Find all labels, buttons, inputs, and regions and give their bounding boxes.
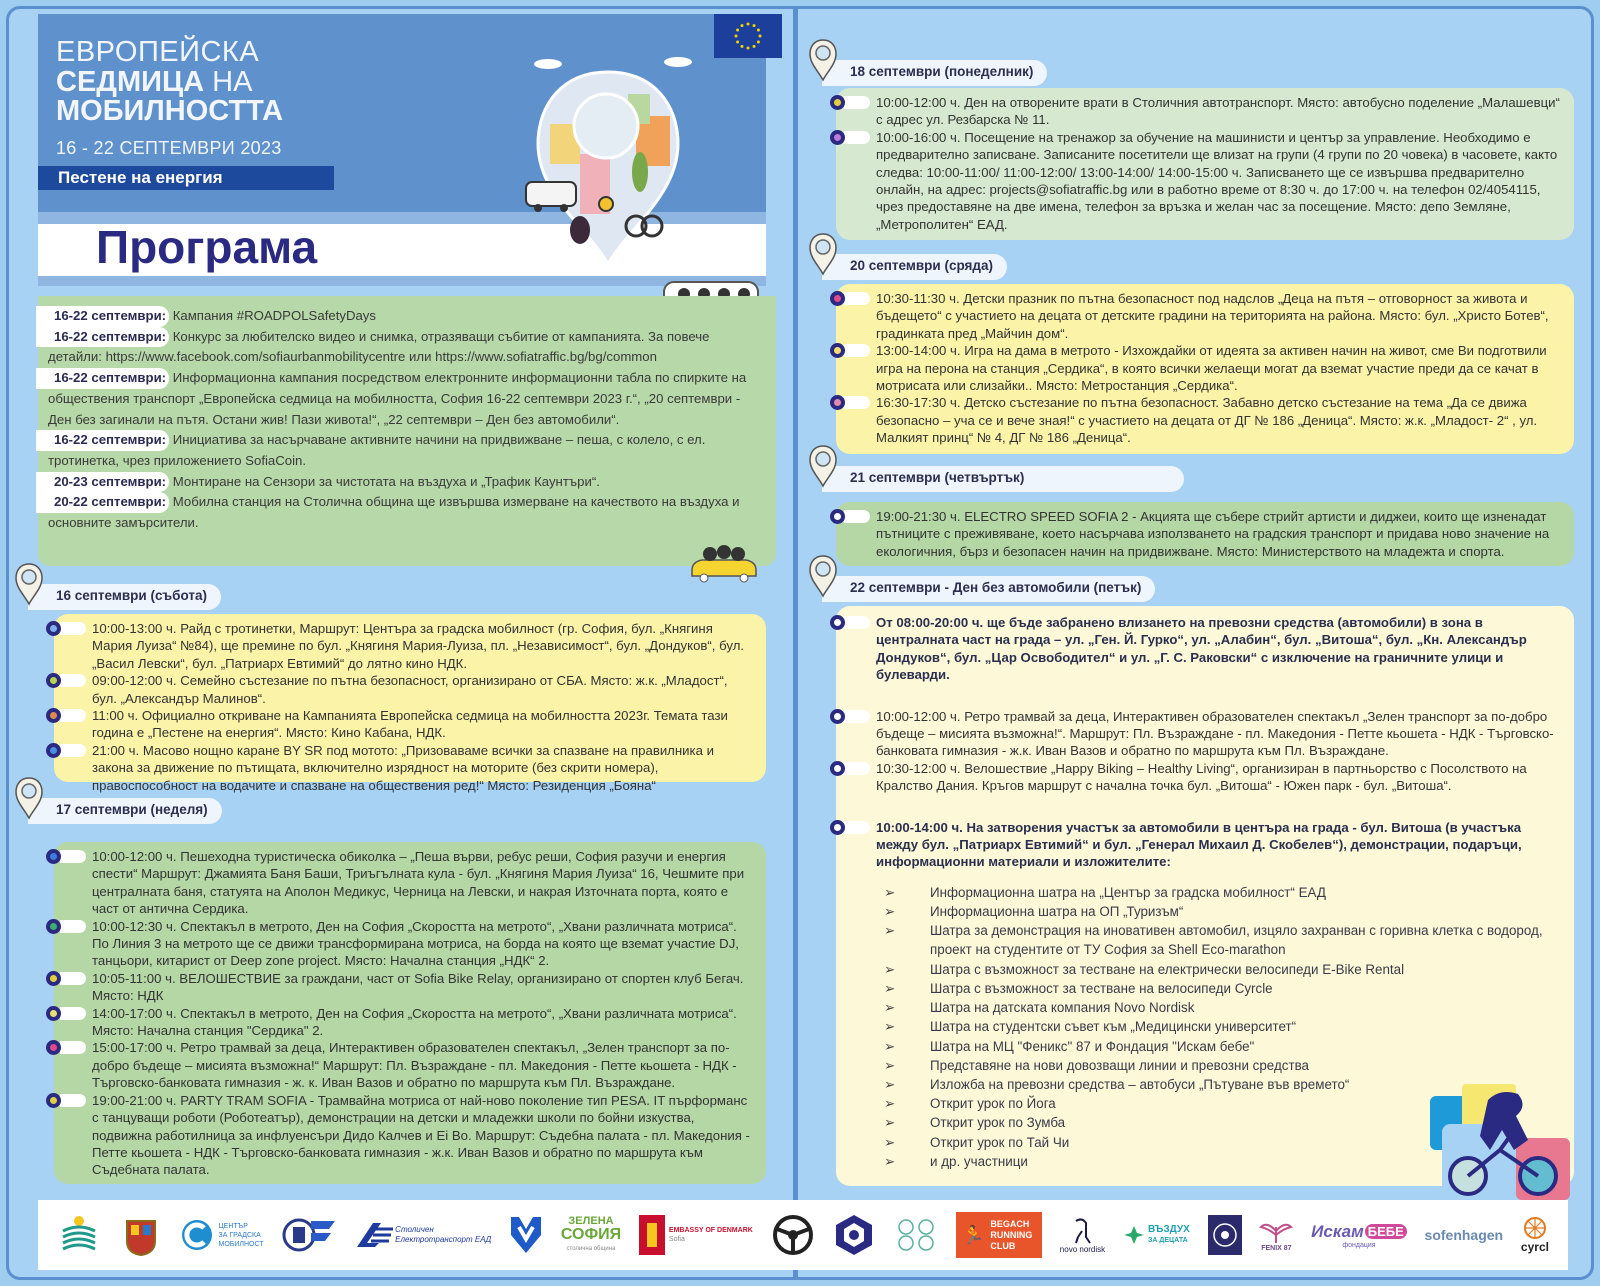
arrow-bullet-icon: ➢ (884, 1000, 896, 1016)
event-text: 10:00-12:00 ч. Ден на отворените врати в Столичния автотранспорт. Място: автобусно поделение „Малашевци“ с адрес ул. Резбарска № 11. (876, 95, 1560, 128)
logo-text: Искам (1311, 1221, 1364, 1241)
exhibitor-item (884, 998, 1564, 1017)
map-pin-icon (808, 554, 838, 598)
events-box-20 (836, 284, 1574, 454)
arrow-bullet-icon: ➢ (884, 1057, 896, 1073)
day-header-label: 17 септември (неделя) (28, 798, 222, 824)
event-item (860, 129, 1564, 233)
arrow-bullet-icon: ➢ (884, 1134, 896, 1150)
bullet-icon (46, 621, 61, 636)
event-text: 10:30-11:30 ч. Детски празник по пътна безопасност под надслов „Деца на пътя – отговорност за живота и бъдещето“ с участието на децата от детските градини на територията на района. Място: бул. „Христо Ботев“, градинката пред „Майчин дом“. (876, 291, 1549, 341)
header-banner (38, 14, 766, 286)
exhibitor-text: Шатра на студентски съвет към „Медицински университет“ (930, 1019, 1297, 1035)
bullet-icon (46, 1040, 61, 1055)
events-box-18 (836, 88, 1574, 240)
exhibitor-text: Открит урок по Тай Чи (930, 1134, 1070, 1150)
events-box-16 (54, 614, 766, 793)
exhibitor-text: Представяне на нови довозващи линии и превозни средства (930, 1057, 1310, 1073)
exhibitor-text: Информационна шатра на „Център за градска мобилност“ ЕАД (930, 884, 1326, 900)
fenix-87-logo (1259, 1210, 1293, 1260)
event-item (76, 918, 756, 970)
map-pin-icon (14, 776, 44, 820)
event-text: Монтиране на Сензори за чистотата на въздуха и „Трафик Каунтъри“. (169, 473, 600, 489)
green-sofia-logo (561, 1210, 621, 1260)
day-header-label: 22 септември - Ден без автомобили (петък) (822, 576, 1155, 602)
exhibitor-item (884, 902, 1564, 921)
event-text: 10:00-16:00 ч. Посещение на тренажор за обучение на машинисти и център за управление. Необходимо е предварително записване. Записаните посетители ще влизат на групи (4 групи по 20 човека) в часовете, както следва: 10:00-11:00/ 11:00-12:00/ 13:00-14:00/ 14:00-15:00 ч. Записването ще се извършва предварително онлайн, на адрес: projects@sofiatraffic.bg или в работно време от 8:30 ч. до 17:00 ч. на телефон 02/4054115, чрез предоставяне на две имена, телефон за връзка и желан час за посещение. Място: депо Земляне, „Метрополитен“ ЕАД. (876, 129, 1558, 232)
bullet-icon (830, 709, 845, 724)
event-item (76, 672, 756, 707)
exhibitor-text: Открит урок по Зумба (930, 1115, 1066, 1131)
map-pin-icon (14, 562, 44, 606)
urban-mobility-center-logo (180, 1210, 263, 1260)
exhibitor-text: Шатра с възможност за тестване на електрически велосипеди E-Bike Rental (930, 961, 1405, 977)
ministry-logo (57, 1210, 101, 1260)
iskam-bebe-logo (1311, 1210, 1407, 1260)
bullet-icon (830, 820, 845, 835)
logo-text: ЗА ДЕЦАТА (1147, 1237, 1188, 1244)
day-header-label: 20 септември (сряда) (822, 254, 1007, 280)
exhibitor-item (884, 1017, 1564, 1036)
arrow-bullet-icon: ➢ (884, 1096, 896, 1112)
event-theme: Пестене на енергия (38, 166, 334, 190)
event-title (56, 38, 283, 127)
map-pin-icon (808, 38, 838, 82)
circles-logo (894, 1210, 938, 1260)
exhibitor-item (884, 979, 1564, 998)
title-line-2 (56, 65, 283, 98)
sofenhagen-logo (1425, 1210, 1504, 1260)
event-text: 10:00-12:30 ч. Спектакъл в метрото, Ден на София „Скоростта на метрото“, „Хвани различната мотриса“. По Линия 3 на метрото ще се движи трансформирана мотриса, на борда на която ще вземат участие DJ, танцьори, китарист от Deep zone project. Място: Начална станция „НДК“ 2. (92, 918, 739, 969)
arrow-bullet-icon: ➢ (884, 1115, 896, 1131)
bus-icon (526, 182, 576, 206)
logo-text: БЕБЕ (1365, 1224, 1407, 1239)
exhibitor-text: Информационна шатра на ОП „Туризъм“ (930, 904, 1184, 920)
day-header-21 (808, 466, 1138, 492)
event-item (860, 508, 1564, 560)
day-header-label: 18 септември (понеделник) (822, 60, 1047, 86)
steering-wheel-logo (771, 1210, 815, 1260)
walker-icon (570, 216, 590, 244)
arrow-bullet-icon: ➢ (884, 904, 896, 920)
bullet-icon (830, 761, 845, 776)
arrow-bullet-icon: ➢ (884, 1038, 896, 1054)
event-item (76, 848, 756, 918)
program-title: Програма (96, 221, 318, 273)
arrow-bullet-icon: ➢ (884, 884, 896, 900)
date-label: 16-22 септември: (36, 368, 169, 389)
metro-logo (509, 1210, 543, 1260)
electrotransport-logo (353, 1210, 491, 1260)
novo-nordisk-logo (1060, 1210, 1105, 1260)
logo-text: фондация (1342, 1241, 1376, 1249)
sofia-coat-of-arms-logo (119, 1210, 163, 1260)
exhibitor-text: Шатра с възможност за тестване на велосипеди Cyrcle (930, 980, 1273, 996)
date-label: 20-22 септември: (36, 492, 169, 513)
general-event (48, 368, 762, 430)
date-label: 16-22 септември: (36, 327, 169, 348)
event-text: 10:00-13:00 ч. Райд с тротинетки, Маршрут: Центъра за градска мобилност (гр. София, бул. „Княгиня Мария Луиза“ №84), ще премине по бул. „Княгиня Мария-Луиза, пл. „Независимост“, бул. „Дондуков“, бул. „Васил Левски“, бул. „Патриарх Евтимий“ до лятно кино НДК. (92, 621, 745, 671)
partner-logos (38, 1200, 1568, 1270)
logo-text: novo nordisk (1059, 1244, 1106, 1254)
general-event (48, 306, 762, 327)
event-text: 10:30-12:00 ч. Велошествие „Happy Biking – Healthy Living“, организиран в партньорство с Посолството на Кралство Дания. Кръгов маршрут с начална точка бул. „Витоша“ - Южен парк - бул. „Витоша“. (876, 760, 1527, 794)
scooter-rider-icon (599, 197, 613, 211)
exhibitor-text: Открит урок по Йога (930, 1096, 1056, 1112)
embassy-denmark-logo (639, 1210, 753, 1260)
bullet-icon (46, 673, 61, 688)
logo-text: EMBASSY OF DENMARK (668, 1227, 753, 1234)
logo-text: BEGACH (990, 1218, 1030, 1229)
logo-text: sofenhagen (1424, 1227, 1504, 1243)
bullet-icon (46, 919, 61, 934)
bullet-icon (46, 708, 61, 723)
arrow-bullet-icon: ➢ (884, 1019, 896, 1035)
event-text: 16:30-17:30 ч. Детско състезание по пътна безопасност. Забавно детско състезание на тема „Да се движа безопасно – уча се и вече зная!“ с участието на децата от ДГ № 186 „Деница“. Място: ж.к. „Младост- 2“ , ул. Малкият принц“ № 4, ДГ № 186 „Деница“. (876, 395, 1538, 446)
event-text: 15:00-17:00 ч. Ретро трамвай за деца, Интерактивен образователен спектакъл, „Зелен транспорт за по-добро бъдеще – мисията възможна!“ Маршрут: Пл. Възраждане - пл. Македония - Петте кьошета - НДК - Търговско-банковата гимназия - ж. к. Иван Вазов и обратно по маршрута към Пл. Възраждане. (92, 1040, 737, 1091)
events-box-21 (836, 502, 1574, 566)
hexagon-logo (832, 1210, 876, 1260)
event-item (76, 707, 756, 742)
event-text: Информационна кампания посредством електронните информационни табла по спирките на обществения транспорт „Европейска седмица на мобилността, София 16-22 септември 2023 г.“, „20 септември - Ден без загинали на пътя. Остани жив! Пази живота!“, „22 септември – Ден без автомобили“. (48, 370, 747, 427)
exhibitor-item (884, 1056, 1564, 1075)
logo-text: Sofia (668, 1236, 685, 1243)
logo-text: Електротранспорт ЕАД (395, 1235, 492, 1244)
bullet-icon (46, 849, 61, 864)
event-text: 14:00-17:00 ч. Спектакъл в метрото, Ден на София „Скоростта на метрото“, „Хвани различната мотриса“. Място: Начална станция "Сердика" 2. (92, 1005, 737, 1039)
event-text: Конкурс за любителско видео и снимка, отразяващи събитие от кампанията. За повече детайли: https://www.facebook.com/sofiaurbanmobilitycentre или https://www.sofiatraffic.bg/bg/common (48, 328, 710, 365)
runner-icon: 🏃 (962, 1224, 985, 1245)
events-box-17 (54, 842, 766, 1184)
begach-running-club-logo (956, 1212, 1042, 1258)
event-text: 11:00 ч. Официално откриване на Кампанията Европейска седмица на мобилността 2023г. Темата тази година е „Пестене на енергия“. Място: Кино Кабана, НДК. (92, 708, 728, 741)
event-text: От 08:00-20:00 ч. ще бъде забранено влизането на превозни средства (автомобили) в зона в централната част на града – ул. „Ген. Й. Гурко“, ул. „Алабин“, бул. „Витоша“, бул. „Кн. Александър Дондуков“, бул. „Цар Освободител“ и ул. „Г. С. Раковски“ с изключение на граничните улици и булеварди. (876, 615, 1527, 683)
logo-text: МОБИЛНОСТ (218, 1240, 264, 1248)
general-event (48, 327, 762, 368)
map-pin-icon (808, 444, 838, 488)
day-header-22 (808, 576, 1142, 602)
logo-text: ЗА ГРАДСКА (218, 1231, 261, 1239)
map-pin-icon (808, 232, 838, 276)
day-header-18 (808, 60, 1048, 86)
logo-text: cyrcl (1520, 1240, 1549, 1254)
title-line-3: МОБИЛНОСТТА (56, 95, 284, 128)
title-line-2-bold: СЕДМИЦА (56, 65, 205, 98)
event-item (76, 1039, 756, 1091)
electric-car-icon (684, 540, 764, 586)
event-dates: 16 - 22 СЕПТЕМВРИ 2023 (56, 138, 282, 158)
bullet-icon (46, 1006, 61, 1021)
exhibitor-item (884, 1037, 1564, 1056)
vitosha-event (860, 819, 1564, 871)
event-item (860, 708, 1564, 760)
bullet-icon (830, 343, 845, 358)
event-text: 21:00 ч. Масово нощно каране BY SR под мотото: „Призоваваме всички за спазване на правилника и закона за движение по пътищата, включително изрядност на моторите (без скрити номера), правоспособност на водачите и спазване на обществения ред!“ Място: Резиденция „Бояна“ (92, 742, 714, 793)
event-item (860, 342, 1564, 394)
bullet-icon (830, 509, 845, 524)
logo-text: FENIX 87 (1261, 1244, 1292, 1252)
event-text: 13:00-14:00 ч. Игра на дама в метрото - Изхождайки от идеята за активен начин на живот, сме Ви подготвили игра на перона на станция „Сердика“, в която всички желаещи могат да вземат участие преди да се качат в мотрисата или слизайки.. Място: Метростанция „Сердика“. (876, 343, 1547, 394)
event-item (76, 742, 756, 794)
cloud-icon (664, 57, 692, 67)
logo-text: CLUB (990, 1240, 1016, 1251)
exhibitor-text: Шатра на датската компания Novo Nordisk (930, 1000, 1195, 1016)
exhibitor-text: Шатра на МЦ "Феникс" 87 и Фондация "Искам бебе" (930, 1038, 1255, 1054)
event-item (76, 1092, 756, 1179)
title-line-1: ЕВРОПЕЙСКА (56, 36, 260, 68)
bullet-icon (830, 291, 845, 306)
logo-text: Столичен (395, 1225, 434, 1234)
location-pin-illustration (518, 54, 698, 274)
exhibitor-item (884, 921, 1564, 959)
metropolitan-logo (281, 1210, 335, 1260)
bullet-icon (46, 971, 61, 986)
event-item (860, 290, 1564, 342)
exhibitor-item (884, 960, 1564, 979)
bullet-icon (46, 743, 61, 758)
event-text: 09:00-12:00 ч. Семейно състезание по пътна безопасност, организирано от СБА. Място: ж.к. „Младост“, бул. „Александър Малинов“. (92, 673, 728, 706)
event-item (860, 760, 1564, 795)
event-item (860, 94, 1564, 129)
day-header-20 (808, 254, 1008, 280)
air-for-children-logo (1123, 1210, 1190, 1260)
event-text: 10:00-14:00 ч. На затворения участък за автомобили в центъра на града - бул. Витоша (в участъка между бул. „Патриарх Евтимий“ и бул. „Генерал Михаил Д. Скобелев“), демонстрации, подаръци, информационни материали и изложителите: (876, 819, 1522, 870)
general-event (48, 492, 762, 533)
logo-text: RUNNING (990, 1229, 1033, 1240)
arrow-bullet-icon: ➢ (884, 1153, 896, 1169)
cloud-icon (534, 59, 562, 69)
bullet-icon (830, 395, 845, 410)
event-text: 10:05-11:00 ч. ВЕЛОШЕСТВИЕ за граждани, част от Sofia Bike Relay, организирано от спортен клуб Бегач. Място: НДК (92, 970, 744, 1004)
day-header-16 (14, 584, 234, 610)
date-label: 16-22 септември: (36, 306, 169, 327)
logo-text: СОФИЯ (560, 1226, 622, 1243)
event-item (76, 620, 756, 672)
university-seal-logo (1208, 1210, 1242, 1260)
exhibitor-item (884, 883, 1564, 902)
event-item (860, 394, 1564, 446)
closure-notice (860, 614, 1564, 684)
logo-text: ЦЕНТЪР (218, 1222, 248, 1230)
arrow-bullet-icon: ➢ (884, 1076, 896, 1092)
bullet-icon (830, 615, 845, 630)
column-divider (793, 8, 798, 1278)
logo-text: ЗЕЛЕНА (568, 1215, 614, 1227)
date-label: 20-23 септември: (36, 472, 169, 493)
arrow-bullet-icon: ➢ (884, 961, 896, 977)
day-header-label: 16 септември (събота) (28, 584, 221, 610)
date-label: 16-22 септември: (36, 430, 169, 451)
event-text: 19:00-21:00 ч. PARTY TRAM SOFIA - Трамвайна мотриса от най-ново поколение тип PESA. IT пърформанс с танцуващи роботи (Роботеатър), демонстрации на детски и младежки школи по бойни изкуства, подвижна работилница за инфлуенсъри Дидо Калчев и Ei Bo. Маршрут: Съдебна палата - пл. Македония - Петте кьошета - НДК - Търговско-банковата гимназия - ж.к. Иван Вазов и обратно по маршрута към Съдебната палата. (92, 1092, 750, 1178)
event-text: 10:00-12:00 ч. Ретро трамвай за деца, Интерактивен образователен спектакъл „Зелен транспорт за по-добро бъдеще – мисията възможна!“. Маршрут: Пл. Възраждане - пл. Македония - Петте кьошета - НДК - Търговско-банковата гимназия - ж.к. Иван Вазов и обратно по маршрута към Пл. Възраждане. (876, 708, 1554, 759)
arrow-bullet-icon: ➢ (884, 980, 896, 996)
bullet-icon (830, 130, 845, 145)
general-event (48, 472, 762, 493)
bullet-icon (830, 95, 845, 110)
day-header-label: 21 септември (четвъртък) (822, 466, 1184, 492)
exhibitor-text: Шатра за демонстрация на иновативен автомобил, изцяло захранван с горивна клетка с водород, проект на студентите от ТУ София за Shell Eco-marathon (930, 923, 1543, 958)
general-event (48, 430, 762, 471)
event-text: 10:00-12:00 ч. Пешеходна туристическа обиколка – „Пеша върви, ребус реши, София разучи и енергия спести“ Маршрут: Джамията Баня Баши, Триъгълната кула - бул. „Княгиня Мария Луиза“ 16, Чешмите при централната баня, статуята на Аполон Медикус, Черница на Левски, и накрая Източната порта, която е част от антична Сердика. (92, 849, 745, 917)
general-events-block (38, 296, 776, 566)
logo-text: ВЪЗДУХ (1147, 1224, 1190, 1235)
event-item (76, 1005, 756, 1040)
event-text: 19:00-21:30 ч. ELECTRO SPEED SOFIA 2 - Акцията ще събере стрийт артисти и диджеи, които ще изненадат пътниците с преживяване, което насърчава използването на градския транспорт и придава ново значение на екологичния, бърз и безопасен начин на придвижване. Място: Министерството на младежта и спорта. (876, 509, 1550, 559)
title-line-2-light: НА (204, 65, 253, 98)
cyrcl-logo (1521, 1210, 1549, 1260)
cyclist-illustration (1420, 1080, 1570, 1200)
day-header-17 (14, 798, 234, 824)
event-text: Кампания #ROADPOLSafetyDays (169, 308, 376, 323)
event-text: Инициатива за насърчаване активните начини на придвижване – пеша, с колело, с ел. тротинетка, чрез приложението SofiaCoin. (48, 432, 706, 468)
eu-flag-icon (714, 14, 782, 58)
exhibitor-text: и др. участници (930, 1153, 1028, 1169)
event-text: Мобилна станция на Столична община ще извършва измерване на качеството на въздуха и основните замърсители. (48, 494, 740, 531)
bullet-icon (46, 1093, 61, 1108)
arrow-bullet-icon: ➢ (884, 923, 896, 939)
event-item (76, 970, 756, 1005)
exhibitor-text: Изложба на превозни средства – автобуси „Пътуване във времето“ (930, 1076, 1350, 1092)
logo-text: столична община (566, 1246, 616, 1252)
